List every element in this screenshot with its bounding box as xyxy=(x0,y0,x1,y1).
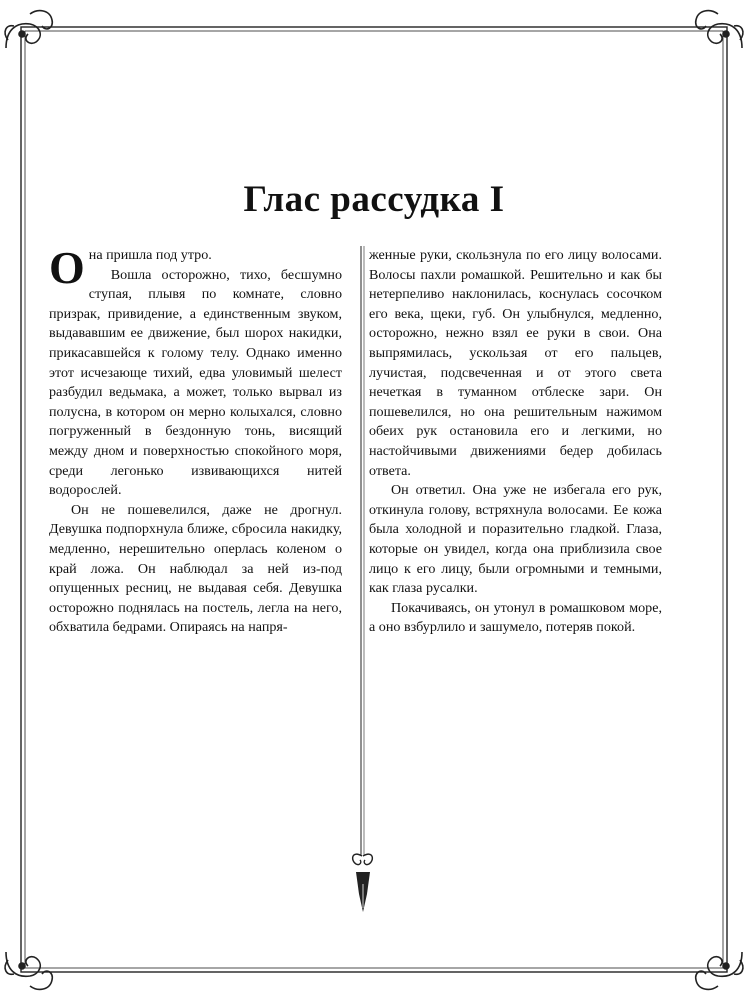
corner-ornament-bottom-left xyxy=(5,952,52,989)
page-title: Глас рассудка I xyxy=(243,179,505,220)
corner-ornament-top-right xyxy=(696,11,743,48)
corner-ornament-bottom-right xyxy=(696,952,743,989)
left-column xyxy=(49,242,342,638)
paragraph-2: Вошла осторожно, тихо, бесшумно ступая, плывя по комнате, словно призрак, привидение, а единственным звуком, выдававшим ее движение, был шорох накидки, прикасавшейся к голому телу. Однако именно этот исчезающе тихий, едва уловимый шелест разбудил ведьмака, а может, только вырвал из полусна, в котором он мерно колыхался, словно погруженный в бездонную тонь, висящий между дном и поверхностью спокойного моря, среди легонько извивающихся нитей водорослей. xyxy=(49,266,342,499)
paragraph-1 xyxy=(49,242,342,293)
paragraph-4: женные руки, скользнула по его лицу волосами. Волосы пахли ромашкой. Решительно и как бы нетерпеливо наклонилась, коснулась сосочком его века, щеки, губ. Он улыбнулся, медленно, осторожно, нежно взял ее руки в свои. Она выпрямилась, ускользая от его пальцев, лучистая, подсвеченная и от этого света нечеткая в туманном отблеске зари. Он пошевелился, но она решительным нажимом обеих рук остановила его и легкими, но настойчивыми движениями бедер добилась ответа. xyxy=(369,247,662,479)
paragraph-3: Он не пошевелился, даже не дрогнул. Девушка подпорхнула ближе, сбросила накидку, медленно, нерешительно оперлась коленом о край ложа. Он наблюдал за ней из-под опущенных ресниц, не выдавая себя. Девушка осторожно поднялась на постель, легла на него, обхватила бедрами. Опираясь на напря- xyxy=(49,501,342,636)
right-column xyxy=(369,246,662,638)
paragraph-5: Он ответил. Она уже не избегала его рук, откинула голову, встряхнула волосами. Ее кожа была холодной и поразительно гладкой. Глаза, которые он увидел, когда она приблизила свое лицо к его лицу, были огромными и темными, как глаза русалки. xyxy=(369,482,662,597)
paragraph-6: Покачиваясь, он утонул в ромашковом море, а оно взбурлило и зашумело, потеряв покой. xyxy=(369,599,662,636)
corner-ornament-top-left xyxy=(5,11,52,48)
first-line-text: на пришла под утро. xyxy=(88,247,212,263)
drop-cap: О xyxy=(49,242,85,293)
